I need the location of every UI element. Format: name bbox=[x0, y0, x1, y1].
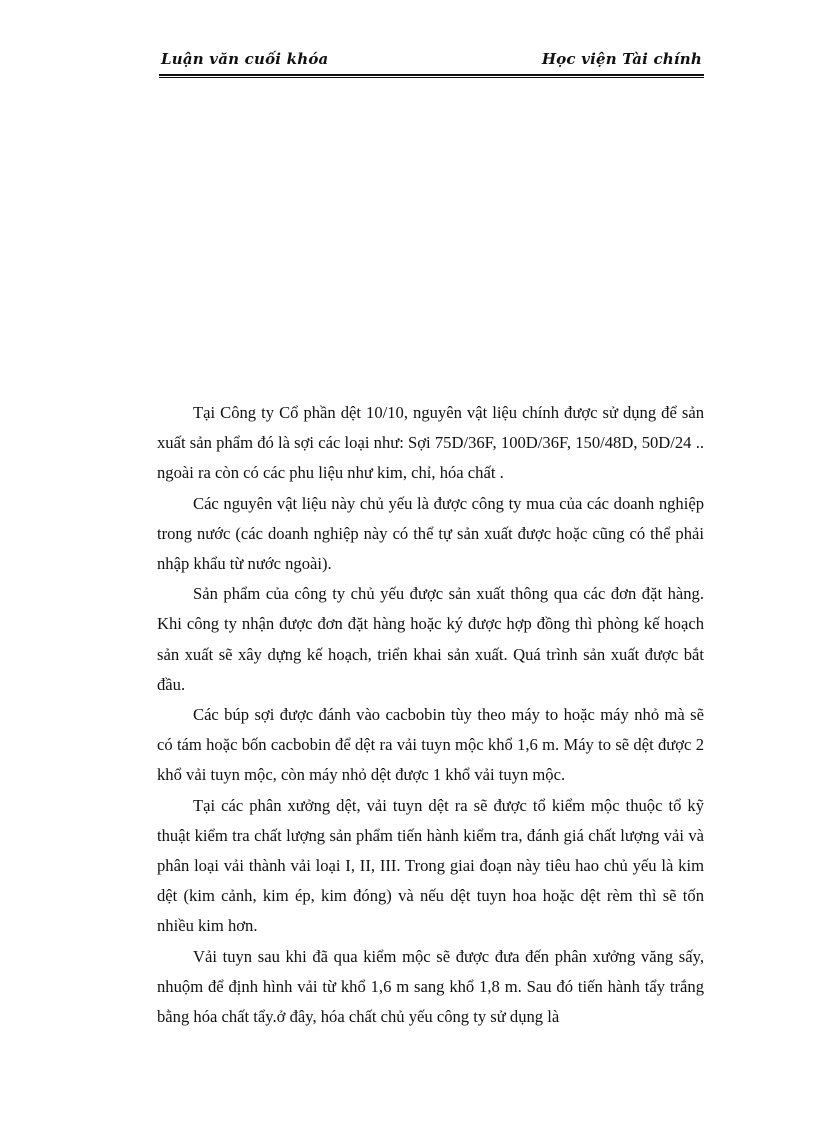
paragraph: Vải tuyn sau khi đã qua kiểm mộc sẽ được đưa đến phân xưởng văng sấy, nhuộm để định hình vải từ khổ 1,6 m sang khổ 1,8 m. Sau đó tiến hành tẩy trắng bằng hóa chất tẩy.ở đây, hóa chất chủ yếu công ty sử dụng là bbox=[157, 946, 704, 1027]
paragraph: Sản phẩm của công ty chủ yếu được sản xuất thông qua các đơn đặt hàng. Khi công ty nhận được đơn đặt hàng hoặc ký được hợp đồng thì phòng kế hoạch sản xuất sẽ xây dựng kế hoạch, triển khai sản xuất. Quá trình sản xuất được bắt đầu. bbox=[157, 584, 704, 694]
paragraph: Các nguyên vật liệu này chủ yếu là được công ty mua của các doanh nghiệp trong nước (các doanh nghiệp này có thể tự sản xuất được hoặc cũng có thể phải nhập khẩu từ nước ngoài). bbox=[157, 493, 704, 574]
document-body bbox=[157, 398, 704, 1032]
header-institution: Học viện Tài chính bbox=[541, 50, 702, 68]
paragraph: Tại Công ty Cổ phần dệt 10/10, nguyên vật liệu chính được sử dụng để sản xuất sản phẩm đó là sợi các loại như: Sợi 75D/36F, 100D/36F, 150/48D, 50D/24 .. ngoài ra còn có các phu liệu như kim, chỉ, hóa chất . bbox=[157, 403, 704, 483]
paragraph: Các búp sợi được đánh vào cacbobin tùy theo máy to hoặc máy nhỏ mà sẽ có tám hoặc bốn cacbobin để dệt ra vải tuyn mộc khổ 1,6 m. Máy to sẽ dệt được 2 khổ vải tuyn mộc, còn máy nhỏ dệt được 1 khổ vải tuyn mộc. bbox=[157, 705, 704, 785]
page-header bbox=[159, 46, 704, 76]
paragraph: Tại các phân xưởng dệt, vải tuyn dệt ra sẽ được tổ kiểm mộc thuộc tổ kỹ thuật kiểm tra chất lượng sản phẩm tiến hành kiểm tra, đánh giá chất lượng vải và phân loại vải thành vải loại I, II, III. Trong giai đoạn này tiêu hao chủ yếu là kim dệt (kim cảnh, kim ép, kim đóng) và nếu dệt tuyn hoa hoặc dệt rèm thì sẽ tốn nhiều kim hơn. bbox=[157, 795, 704, 936]
header-thesis-title: Luận văn cuối khóa bbox=[161, 50, 329, 68]
header-divider bbox=[159, 77, 704, 78]
